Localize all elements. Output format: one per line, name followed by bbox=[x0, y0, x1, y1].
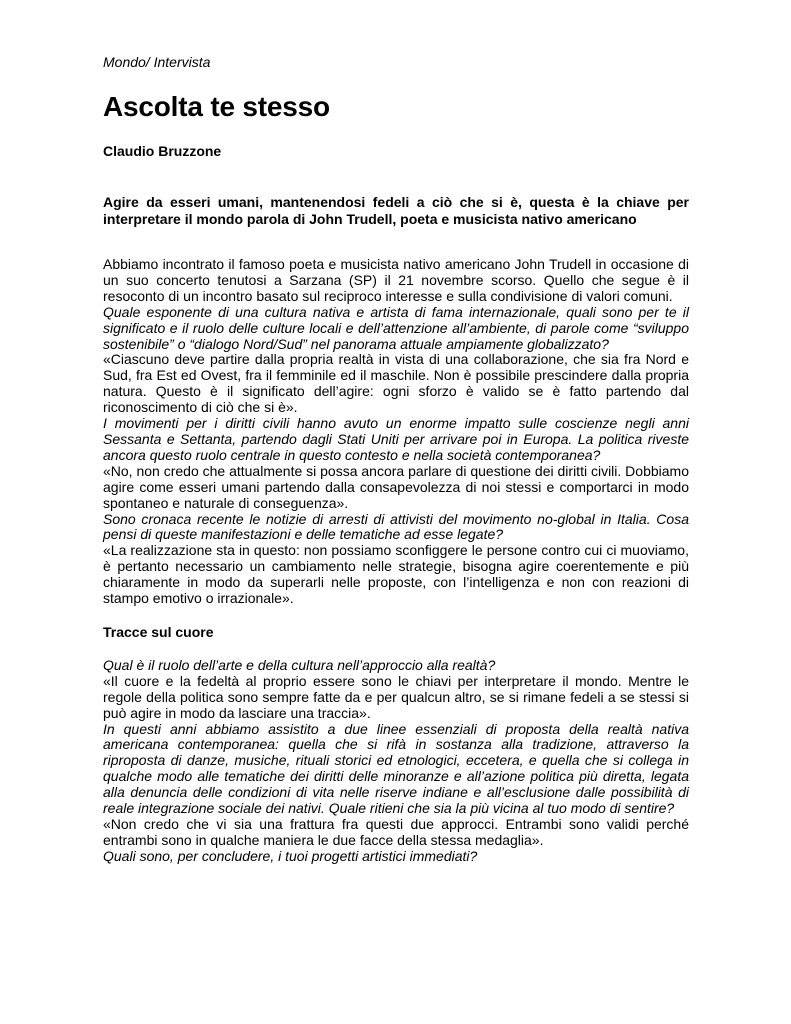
interview-question: Quale esponente di una cultura nativa e artista di fama internazionale, quali sono per te il significato e il ruolo delle culture locali e dell’attenzione all’ambiente, di parole come “sviluppo sostenibile” o “dialogo Nord/Sud” nel panorama attuale ampiamente globalizzato? bbox=[103, 303, 689, 352]
section-tag: Mondo/ Intervista bbox=[103, 54, 211, 70]
interview-answer: «Non credo che vi sia una frattura fra questi due approcci. Entrambi sono validi perché entrambi sono in qualche maniera le due facce della stessa medaglia». bbox=[103, 816, 689, 848]
interview-answer: «Il cuore e la fedeltà al proprio essere sono le chiavi per interpretare il mondo. Mentre le regole della politica sono sempre fatte da e per qualcun altro, se si rimane fedeli a se stessi si può agire in modo da lasciare una traccia». bbox=[103, 672, 689, 721]
section-subheading: Tracce sul cuore bbox=[103, 623, 214, 640]
article-lead: Agire da esseri umani, mantenendosi fedeli a ciò che si è, questa è la chiave per interpretare il mondo parola di John Trudell, poeta e musicista nativo americano bbox=[103, 194, 689, 227]
interview-question: I movimenti per i diritti civili hanno avuto un enorme impatto sulle coscienze negli anni Sessanta e Settanta, partendo dagli Stati Uniti per arrivare poi in Europa. La politica riveste ancora questo ruolo centrale in questo contesto e nella società contemporanea? bbox=[103, 415, 689, 463]
interview-question: Quali sono, per concludere, i tuoi progetti artistici immediati? bbox=[103, 847, 478, 864]
article-page bbox=[103, 54, 689, 865]
intro-paragraph: Abbiamo incontrato il famoso poeta e musicista nativo americano John Trudell in occasione di un suo concerto tenutosi a Sarzana (SP) il 21 novembre scorso. Quello che segue è il resoconto di un incontro basato sul reciproco interesse e sulla condivisione di valori comuni. bbox=[103, 256, 689, 304]
interview-answer: «La realizzazione sta in questo: non possiamo sconfiggere le persone contro cui ci muoviamo, è pertanto necessario un cambiamento nelle strategie, bisogna agire coerentemente e più chiaramente in modo da superarli nelle proposte, con l’intelligenza e non con reazioni di stampo emotivo o irrazionale». bbox=[103, 542, 689, 607]
interview-question: Sono cronaca recente le notizie di arresti di attivisti del movimento no-global in Italia. Cosa pensi di queste manifestazioni e delle tematiche ad esse legate? bbox=[103, 510, 689, 543]
article-body-part2 bbox=[103, 658, 689, 865]
interview-question: In questi anni abbiamo assistito a due linee essenziali di proposta della realtà nativa americana contemporanea: quella che si rifà in sostanza alla tradizione, attraverso la riproposta di danze, musiche, rituali storici ed etnologici, eccetera, e quella che si collega in qualche modo alle tematiche dei diritti delle minoranze e all’azione politica più diretta, legata alla denuncia delle condizioni di vita nelle riserve indiane e all’esclusione dalle possibilità di reale integrazione sociale dei nativi. Quale ritieni che sia la più vicina al tuo modo di sentire? bbox=[103, 720, 689, 817]
interview-question: Qual è il ruolo dell’arte e della cultura nell’approccio alla realtà? bbox=[103, 656, 496, 673]
article-title: Ascolta te stesso bbox=[103, 91, 330, 122]
article-body-part1 bbox=[103, 257, 689, 607]
interview-answer: «No, non credo che attualmente si possa ancora parlare di questione dei diritti civili. Dobbiamo agire come esseri umani partendo dalla consapevolezza di noi stessi e comportarci in modo spontaneo e naturale di conseguenza». bbox=[103, 462, 689, 511]
article-author: Claudio Bruzzone bbox=[103, 143, 222, 159]
interview-answer: «Ciascuno deve partire dalla propria realtà in vista di una collaborazione, che sia fra Nord e Sud, fra Est ed Ovest, fra il femminile ed il maschile. Non è possibile prescindere dalla propria natura. Questo è il significato dell’agire: ogni sforzo è valido se è fatto partendo dal riconoscimento di ciò che si è». bbox=[103, 351, 689, 416]
